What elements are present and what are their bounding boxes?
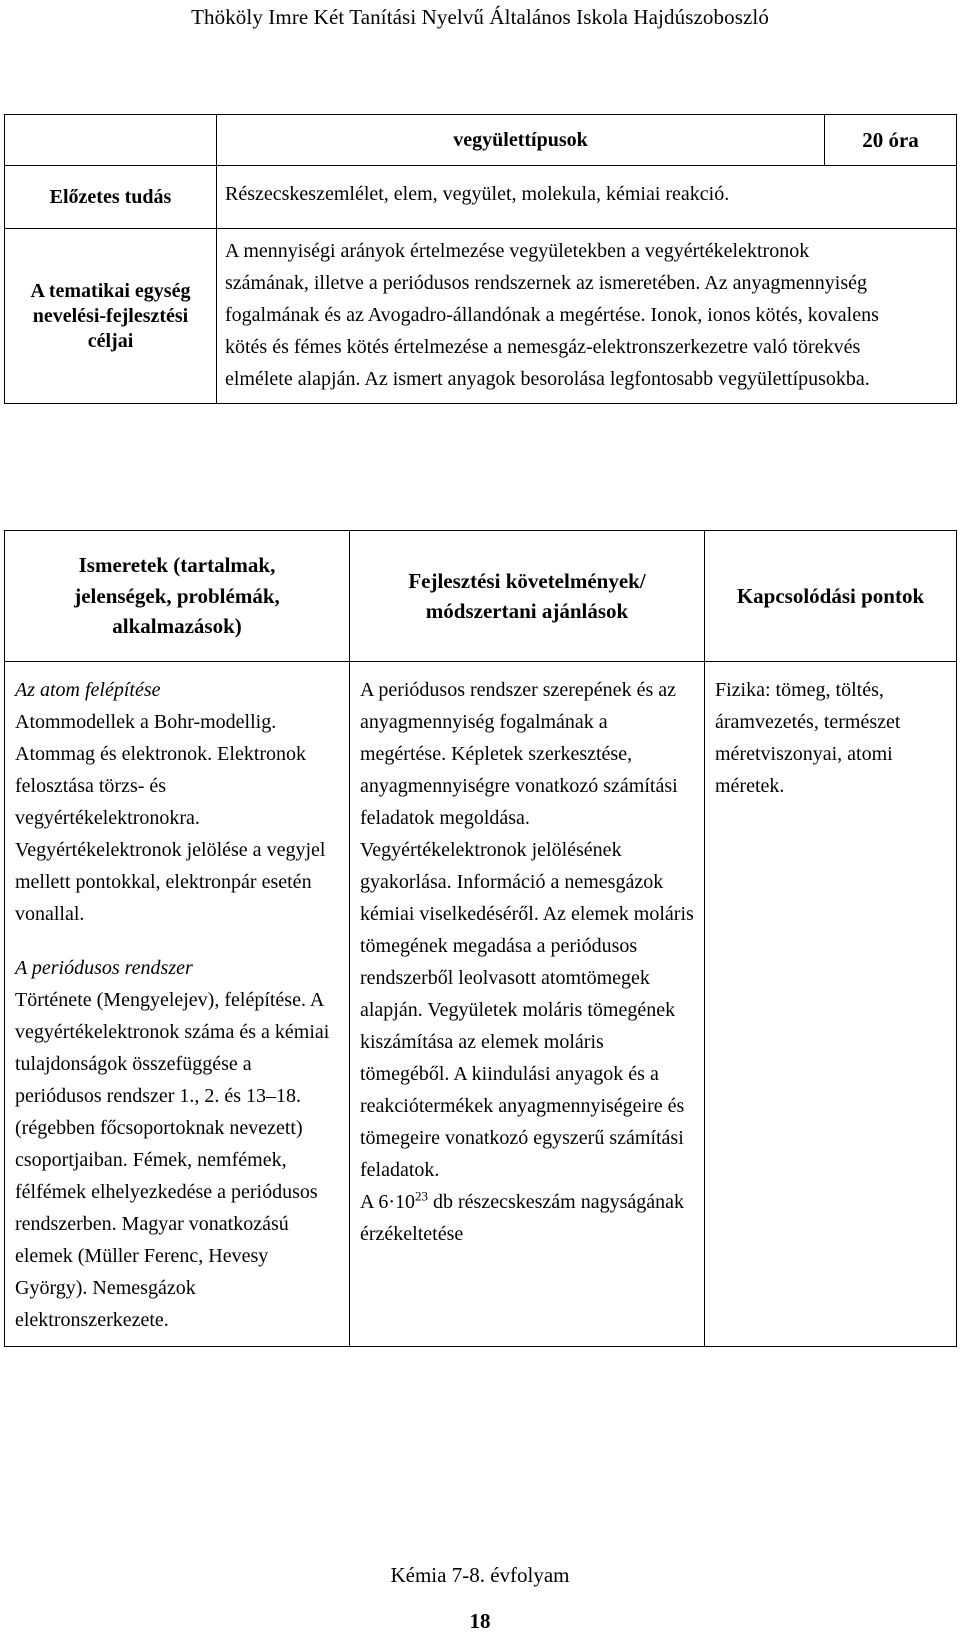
content-row xyxy=(5,662,957,1347)
knowledge-text-periodic: Története (Mengyelejev), felépítése. A vegyértékelektronok száma és a kémiai tulajdonságok összefüggése a periódusos rendszer 1., 2. és 13–18. (régebben főcsoportoknak nevezett) csoportjaiban. Fémek, nemfémek, félfémek elhelyezkedése a periódusos rendszerben. Magyar vonatkozású elemek (Müller Ferenc, Hevesy György). Nemesgázok elektronszerkezete. xyxy=(15,989,330,1331)
unit-table xyxy=(4,114,957,404)
requirements-last: A $6\cdot 10^{23}$ db részecskeszám nagyságának érzékeltetése xyxy=(360,1188,684,1245)
goals-label: A tematikai egység nevelési-fejlesztési céljai xyxy=(5,229,217,404)
prior-knowledge-label: Előzetes tudás xyxy=(5,166,217,229)
unit-hours: 20 óra xyxy=(825,115,957,166)
knowledge-heading-periodic: A periódusos rendszer xyxy=(15,957,193,979)
page-number: 18 xyxy=(469,1609,491,1633)
connections-text: Fizika: tömeg, töltés, áramvezetés, természet méretviszonyai, atomi méretek. xyxy=(715,679,901,797)
prior-knowledge-cell xyxy=(217,166,957,229)
content-table xyxy=(4,530,957,1347)
goals-cell xyxy=(217,229,957,404)
empty-cell xyxy=(5,115,217,166)
unit-title: vegyülettípusok xyxy=(217,115,825,166)
requirements-cell xyxy=(350,662,705,1347)
page-footer: Kémia 7-8. évfolyam xyxy=(390,1563,570,1587)
column-header-knowledge: Ismeretek (tartalmak, jelenségek, problémák, alkalmazások) xyxy=(5,531,350,662)
prior-knowledge-text: Részecskeszemlélet, elem, vegyület, molekula, kémiai reakció. xyxy=(225,183,730,205)
column-header-connections: Kapcsolódási pontok xyxy=(705,531,957,662)
prior-knowledge-row xyxy=(5,166,957,229)
knowledge-text-atom: Atommodellek a Bohr-modellig. Atommag és elektronok. Elektronok felosztása törzs- és vegyértékelektronokra. Vegyértékelektronok jelölése a vegyjel mellett pontokkal, elektronpár esetén vonallal. xyxy=(15,711,326,925)
requirements-text: A periódusos rendszer szerepének és az anyagmennyiség fogalmának a megértése. Képletek szerkesztése, anyagmennyiségre vonatkozó számítási feladatok megoldása. Vegyértékelektronok jelölésének gyakorlása. Információ a nemesgázok kémiai viselkedéséről. Az elemek moláris tömegének megadása a periódusos rendszerből leolvasott atomtömegek alapján. Vegyületek moláris tömegének kiszámítása az elemek moláris tömegéből. A kiindulási anyagok és a reakciótermékek anyagmennyiségeire és tömegeire vonatkozó egyszerű számítási feladatok. xyxy=(360,679,694,1181)
knowledge-heading-atom: Az atom felépítése xyxy=(15,679,161,701)
unit-title-row xyxy=(5,115,957,166)
goals-row xyxy=(5,229,957,404)
connections-cell xyxy=(705,662,957,1347)
page-header: Thököly Imre Két Tanítási Nyelvű Általános Iskola Hajdúszoboszló xyxy=(191,5,769,29)
goals-text: A mennyiségi arányok értelmezése vegyületekben a vegyértékelektronok számának, illetve a periódusos rendszernek az ismeretében. Az anyagmennyiség fogalmának és az Avogadro-állandónak a megértése. Ionok, ionos kötés, kovalens kötés és fémes kötés értelmezése a nemesgáz-elektronszerkezetre való törekvés elmélete alapján. Az ismert anyagok besorolása legfontosabb vegyülettípusokba. xyxy=(225,240,879,390)
knowledge-cell xyxy=(5,662,350,1347)
content-header-row xyxy=(5,531,957,662)
column-header-requirements: Fejlesztési követelmények/ módszertani ajánlások xyxy=(350,531,705,662)
